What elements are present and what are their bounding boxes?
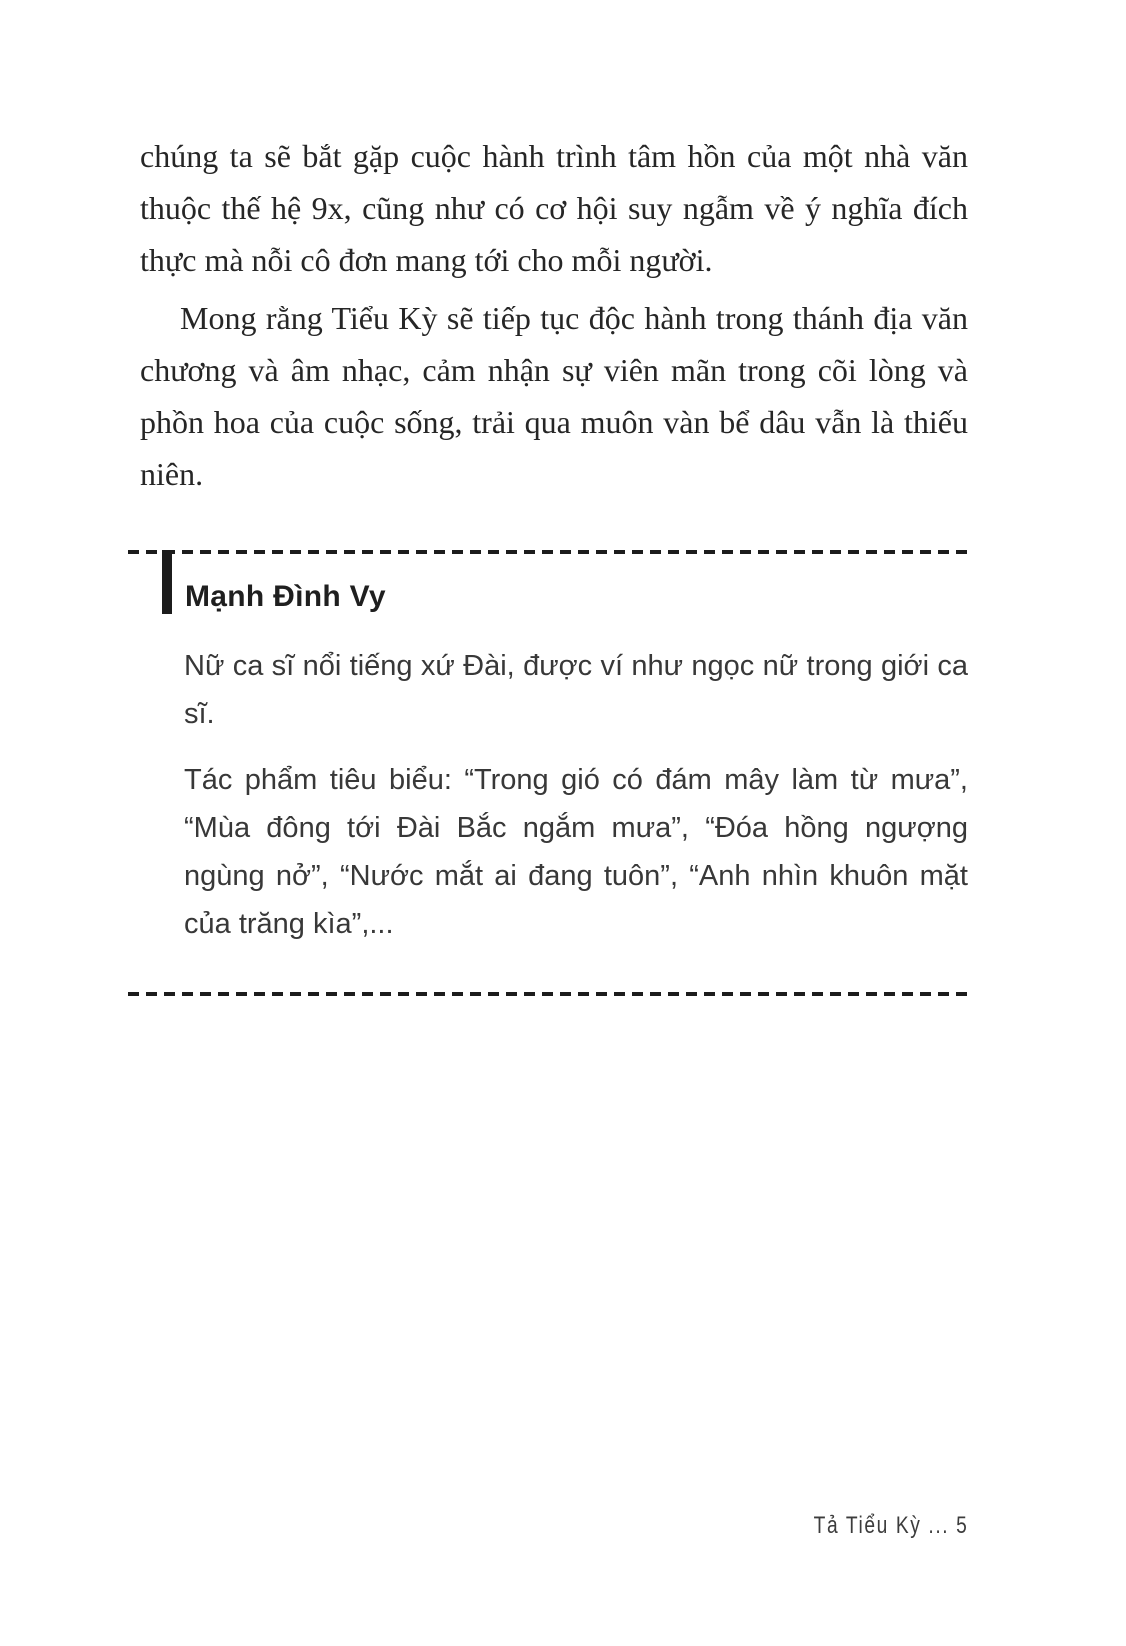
accent-bar: [162, 550, 172, 614]
dashed-divider-top: [128, 550, 968, 554]
author-info-box: [140, 550, 968, 996]
dashed-divider-bottom: [128, 992, 968, 996]
info-paragraph: Nữ ca sĩ nổi tiếng xứ Đài, được ví như ngọc nữ trong giới ca sĩ.: [184, 650, 968, 730]
page-body: [140, 130, 968, 996]
body-paragraph: chúng ta sẽ bắt gặp cuộc hành trình tâm hồn của một nhà văn thuộc thế hệ 9x, cũng như có cơ hội suy ngẫm về ý nghĩa đích thực mà nỗi cô đơn mang tới cho mỗi người.: [140, 138, 968, 278]
page-footer: [775, 1512, 968, 1540]
author-name-heading: Mạnh Đình Vy: [185, 580, 386, 613]
body-paragraph: Mong rằng Tiểu Kỳ sẽ tiếp tục độc hành trong thánh địa văn chương và âm nhạc, cảm nhận sự viên mãn trong cõi lòng và phồn hoa của cuộc sống, trải qua muôn vàn bể dâu vẫn là thiếu niên.: [140, 300, 968, 492]
running-title: Tả Tiểu Kỳ ... 5: [813, 1512, 968, 1539]
info-paragraph: Tác phẩm tiêu biểu: “Trong gió có đám mây làm từ mưa”, “Mùa đông tới Đài Bắc ngắm mưa”, “Đóa hồng ngượng ngùng nở”, “Nước mắt ai đang tuôn”, “Anh nhìn khuôn mặt của trăng kìa”,...: [184, 764, 968, 940]
